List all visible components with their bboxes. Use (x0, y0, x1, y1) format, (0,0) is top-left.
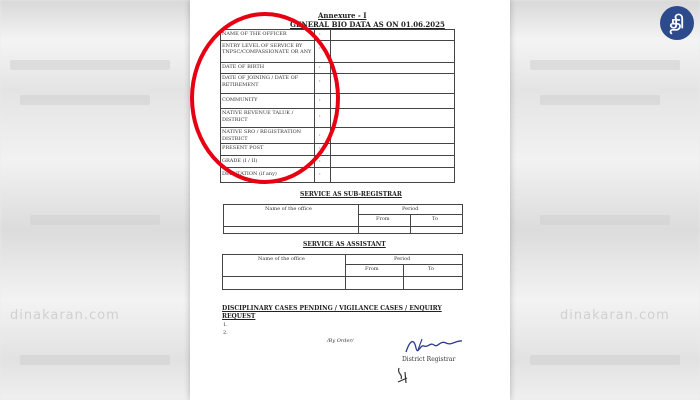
table-border (222, 254, 223, 290)
bio-row-label: DATE OF BIRTH (222, 64, 265, 70)
bio-row-label: PRESENT POST (222, 145, 264, 151)
to-column-header: To (432, 216, 438, 222)
highlight-circle (190, 12, 340, 184)
colon: : (319, 158, 321, 164)
table-divider (223, 226, 463, 227)
disciplinary-item: 1. (223, 322, 228, 328)
background-strip (10, 60, 170, 70)
table-border (454, 29, 455, 183)
background-strip (30, 215, 160, 225)
table-border (222, 289, 463, 290)
colon: : (319, 145, 321, 151)
table-border (462, 254, 463, 290)
table-divider (222, 276, 463, 277)
to-column-header: To (428, 266, 434, 272)
colon: : (319, 78, 321, 84)
background-strip (20, 95, 150, 105)
background-strip (540, 215, 670, 225)
bio-row-label: NATIVE SRO / REGISTRATION DISTRICT (222, 129, 302, 142)
table-divider (410, 214, 411, 234)
bio-row-label: GRADE (I / II) (222, 158, 258, 164)
table-divider (345, 264, 463, 265)
colon: : (319, 132, 321, 138)
from-column-header: From (376, 216, 390, 222)
table-border (223, 233, 463, 234)
signature (404, 336, 470, 358)
disciplinary-item: 2. (223, 330, 228, 336)
disciplinary-heading: DISCIPLINARY CASES PENDING / VIGILANCE CASES / ENQUIRY REQUEST (222, 305, 442, 320)
bio-row-label: DATE OF JOINING / DATE OF RETIREMENT (222, 75, 299, 88)
background-strip (530, 60, 680, 70)
bio-row-label: NATIVE REVENUE TALUK / DISTRICT (222, 110, 294, 123)
period-column-header: Period (402, 206, 419, 212)
document-subtitle: GENERAL BIO DATA AS ON 01.06.2025 (290, 20, 445, 29)
bio-row-label: ENTRY LEVEL OF SERVICE BY TNPSC/COMPASSIONATE OR ANY (222, 43, 312, 55)
assistant-heading: SERVICE AS ASSISTANT (303, 241, 386, 248)
signatory-title: District Registrar (402, 356, 456, 363)
period-column-header: Period (394, 256, 411, 262)
bio-row-label: DEPUTATION (if any) (222, 171, 277, 177)
table-border (222, 254, 463, 255)
by-order-text: /By Order/ (327, 338, 354, 344)
sub-registrar-heading: SERVICE AS SUB-REGISTRAR (300, 191, 402, 198)
initials-mark (393, 366, 413, 386)
bio-row-label: COMMUNITY (222, 97, 258, 103)
background-strip (530, 355, 680, 365)
from-column-header: From (365, 266, 379, 272)
bio-row-label: NAME OF THE OFFICER (222, 31, 287, 37)
colon: : (319, 171, 321, 177)
document-title: Annexure - I (318, 11, 367, 20)
background-strip (20, 355, 170, 365)
office-column-header: Name of the office (265, 206, 312, 212)
colon: : (319, 45, 321, 51)
table-border (223, 204, 224, 234)
site-logo[interactable]: தி (660, 6, 694, 40)
background-strip (540, 95, 660, 105)
table-border (223, 204, 463, 205)
colon: : (319, 113, 321, 119)
table-divider (403, 264, 404, 290)
colon: : (319, 31, 321, 37)
colon: : (319, 97, 321, 103)
watermark-left: dinakaran.com (10, 308, 120, 323)
table-divider (345, 254, 346, 290)
watermark-right: dinakaran.com (560, 308, 670, 323)
table-border (462, 204, 463, 234)
office-column-header: Name of the office (258, 256, 305, 262)
colon: : (319, 64, 321, 70)
table-divider (358, 204, 359, 234)
